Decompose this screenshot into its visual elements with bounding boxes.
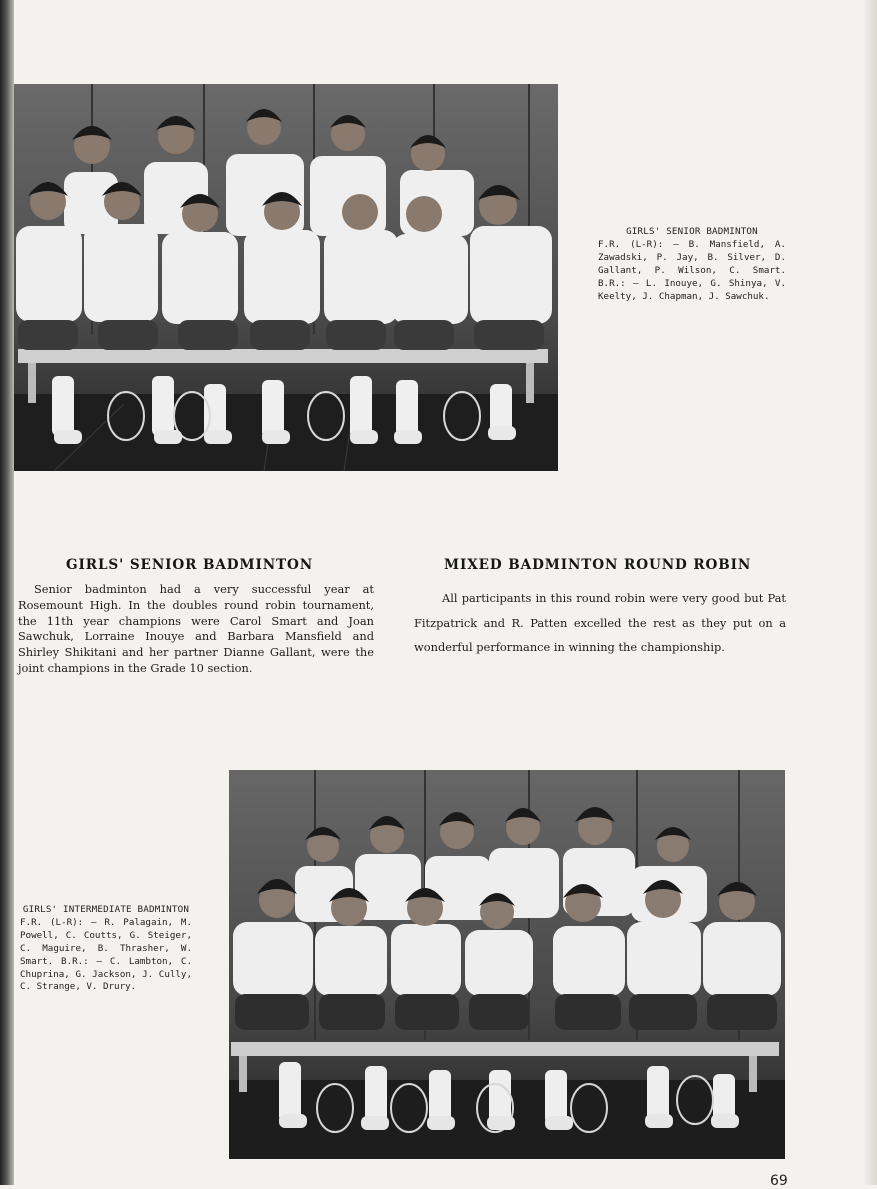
- senior-caption-names: F.R. (L-R): — B. Mansfield, A. Zawadski, P. Jay, B. Silver, D. Gallant, P. Wilson, C. Smart. B.R.: — L. Inouye, G. Shinya, V. Keelty, J. Chapman, J. Sawchuk.: [598, 238, 786, 302]
- page-binding-shadow: [0, 0, 14, 1185]
- page-number: 69: [770, 1173, 788, 1189]
- intermediate-caption-title: GIRLS' INTERMEDIATE BADMINTON: [22, 904, 190, 915]
- intermediate-team-photo: [229, 770, 785, 1159]
- senior-article-body: Senior badminton had a very successful year at Rosemount High. In the doubles round robin tournament, the 11th year champions were Carol Smart and Joan Sawchuk, Lorraine Inouye and Barbara Mansfield and Shirley Shikitani and her partner Dianne Gallant, were the joint champions in the Grade 10 section.: [18, 582, 374, 675]
- intermediate-photo-caption: [20, 904, 192, 994]
- senior-article-heading: GIRLS' SENIOR BADMINTON: [66, 557, 314, 573]
- senior-team-photo: [14, 84, 558, 471]
- senior-caption-title: GIRLS' SENIOR BADMINTON: [626, 226, 758, 237]
- intermediate-caption-names: F.R. (L-R): — R. Palagain, M. Powell, C. Coutts, G. Steiger, C. Maguire, B. Thrasher, W. Smart. B.R.: — C. Lambton, C. Chuprina, G. Jackson, J. Cully, C. Strange, V. Drury.: [20, 916, 192, 993]
- mixed-article-heading: MIXED BADMINTON ROUND ROBIN: [444, 557, 752, 573]
- page-edge: [863, 0, 877, 1185]
- mixed-article-body: All participants in this round robin were very good but Pat Fitzpatrick and R. Patten excelled the rest as they put on a wonderful performance in winning the championship.: [414, 591, 786, 655]
- senior-photo-caption: [598, 226, 786, 303]
